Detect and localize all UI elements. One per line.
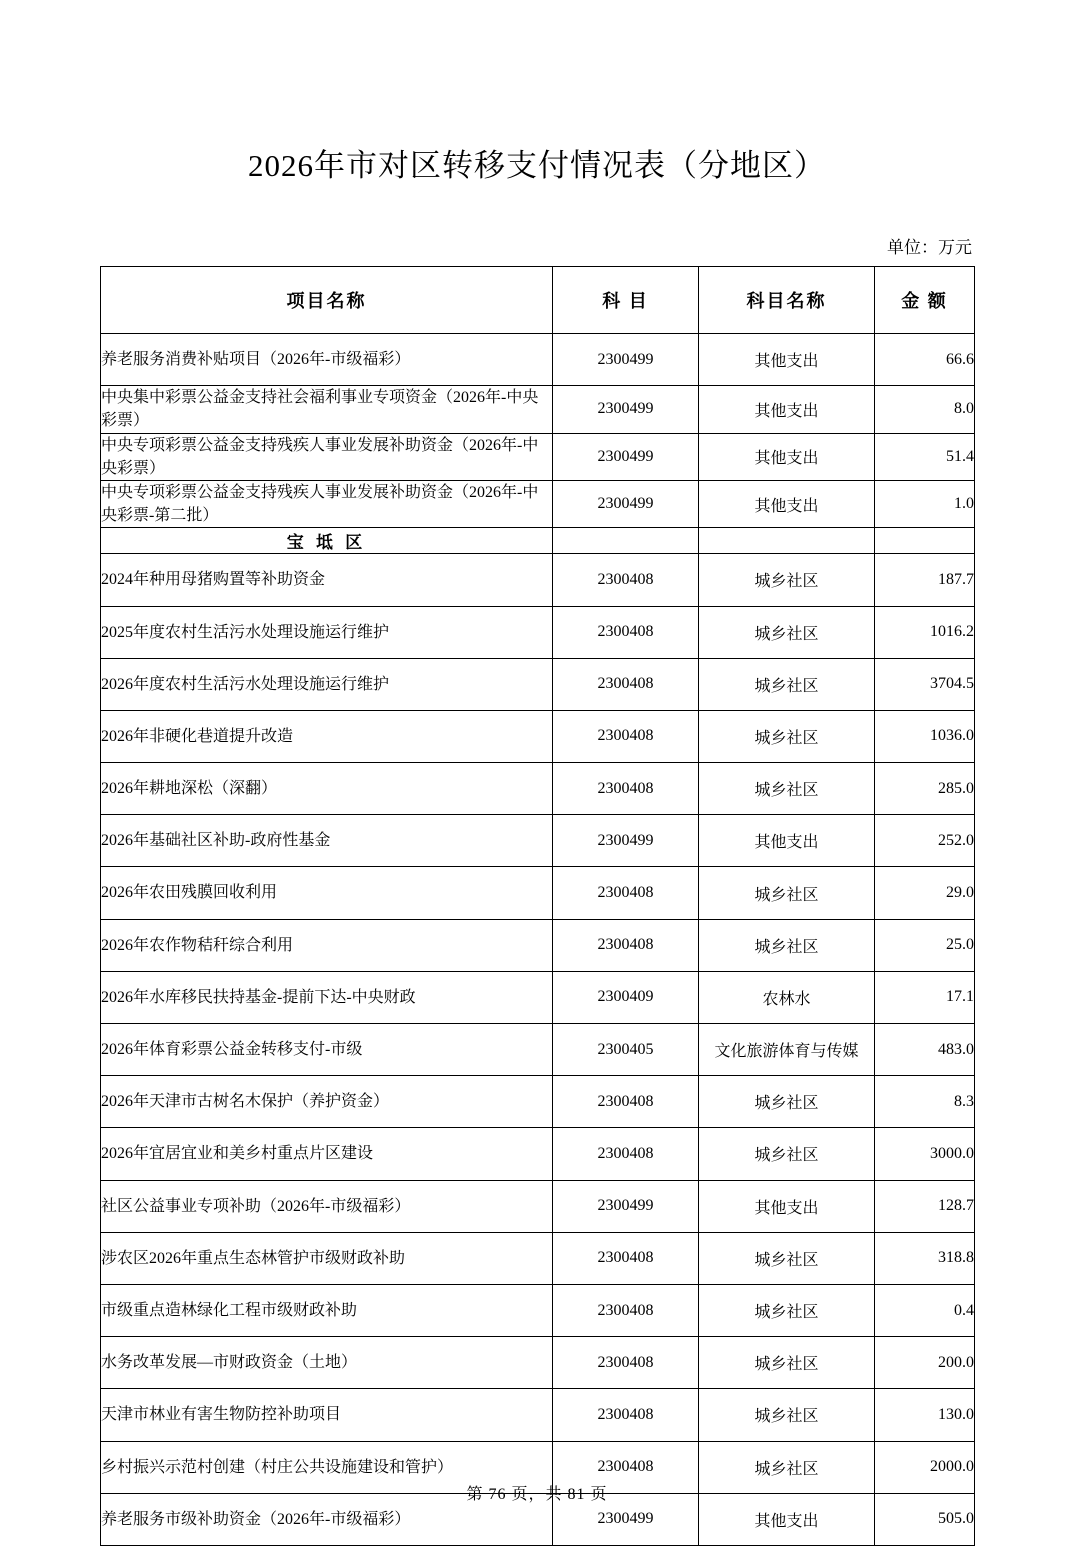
subject-name-cell: 城乡社区 — [699, 1232, 875, 1284]
subject-code-cell: 2300499 — [553, 1180, 699, 1232]
subject-name-cell: 城乡社区 — [699, 1337, 875, 1389]
subject-code-cell: 2300408 — [553, 710, 699, 762]
table-row — [101, 971, 975, 1023]
subject-code-cell: 2300408 — [553, 1076, 699, 1128]
table-row — [101, 658, 975, 710]
subject-code-cell: 2300408 — [553, 1337, 699, 1389]
page-footer: 第 76 页，共 81 页 — [466, 1485, 608, 1503]
section-amount-cell — [875, 528, 975, 554]
amount-cell: 285.0 — [875, 763, 975, 815]
project-name-cell: 养老服务消费补贴项目（2026年-市级福彩） — [101, 334, 553, 386]
project-name-cell: 涉农区2026年重点生态林管护市级财政补助 — [101, 1232, 553, 1284]
amount-cell: 483.0 — [875, 1024, 975, 1076]
subject-name-cell: 城乡社区 — [699, 1389, 875, 1441]
amount-cell: 2000.0 — [875, 1441, 975, 1493]
project-name-cell: 2026年宜居宜业和美乡村重点片区建设 — [101, 1128, 553, 1180]
subject-name-cell: 文化旅游体育与传媒 — [699, 1024, 875, 1076]
amount-cell: 187.7 — [875, 554, 975, 606]
project-name-cell: 2026年度农村生活污水处理设施运行维护 — [101, 658, 553, 710]
column-header-project-name: 项目名称 — [101, 267, 553, 334]
table-row — [101, 554, 975, 606]
table-row — [101, 867, 975, 919]
project-name-cell: 市级重点造林绿化工程市级财政补助 — [101, 1284, 553, 1336]
subject-code-cell: 2300499 — [553, 815, 699, 867]
subject-code-cell: 2300499 — [553, 433, 699, 480]
subject-code-cell: 2300499 — [553, 480, 699, 527]
amount-cell: 318.8 — [875, 1232, 975, 1284]
table-row — [101, 815, 975, 867]
subject-name-cell: 其他支出 — [699, 815, 875, 867]
subject-name-cell: 城乡社区 — [699, 919, 875, 971]
subject-name-cell: 其他支出 — [699, 1180, 875, 1232]
table-body — [101, 334, 975, 1546]
table-row — [101, 386, 975, 433]
subject-name-cell: 城乡社区 — [699, 606, 875, 658]
subject-code-cell: 2300408 — [553, 867, 699, 919]
table-header-row — [101, 267, 975, 334]
subject-name-cell: 其他支出 — [699, 480, 875, 527]
table-section-row — [101, 528, 975, 554]
amount-cell: 1.0 — [875, 480, 975, 527]
subject-code-cell: 2300408 — [553, 554, 699, 606]
subject-name-cell: 其他支出 — [699, 1493, 875, 1545]
subject-name-cell: 其他支出 — [699, 334, 875, 386]
subject-name-cell: 农林水 — [699, 971, 875, 1023]
table-row — [101, 1232, 975, 1284]
column-header-amount: 金 额 — [875, 267, 975, 334]
amount-cell: 0.4 — [875, 1284, 975, 1336]
table-row — [101, 1180, 975, 1232]
table-row — [101, 919, 975, 971]
table-row — [101, 480, 975, 527]
subject-code-cell: 2300408 — [553, 763, 699, 815]
project-name-cell: 2026年非硬化巷道提升改造 — [101, 710, 553, 762]
amount-cell: 130.0 — [875, 1389, 975, 1441]
amount-cell: 66.6 — [875, 334, 975, 386]
subject-name-cell: 城乡社区 — [699, 763, 875, 815]
table-row — [101, 1024, 975, 1076]
table-header — [101, 267, 975, 334]
subject-name-cell: 城乡社区 — [699, 1076, 875, 1128]
subject-name-cell: 城乡社区 — [699, 1441, 875, 1493]
table-row — [101, 1389, 975, 1441]
subject-code-cell: 2300408 — [553, 1284, 699, 1336]
subject-code-cell: 2300408 — [553, 1128, 699, 1180]
amount-cell: 8.3 — [875, 1076, 975, 1128]
project-name-cell: 2026年体育彩票公益金转移支付-市级 — [101, 1024, 553, 1076]
subject-name-cell: 其他支出 — [699, 433, 875, 480]
amount-cell: 1036.0 — [875, 710, 975, 762]
project-name-cell: 社区公益事业专项补助（2026年-市级福彩） — [101, 1180, 553, 1232]
subject-name-cell: 城乡社区 — [699, 658, 875, 710]
subject-code-cell: 2300499 — [553, 334, 699, 386]
project-name-cell: 水务改革发展—市财政资金（土地） — [101, 1337, 553, 1389]
table-row — [101, 1284, 975, 1336]
project-name-cell: 养老服务市级补助资金（2026年-市级福彩） — [101, 1493, 553, 1545]
project-name-cell: 2024年种用母猪购置等补助资金 — [101, 554, 553, 606]
subject-name-cell: 其他支出 — [699, 386, 875, 433]
project-name-cell: 2025年度农村生活污水处理设施运行维护 — [101, 606, 553, 658]
amount-cell: 128.7 — [875, 1180, 975, 1232]
subject-name-cell: 城乡社区 — [699, 1284, 875, 1336]
amount-cell: 3000.0 — [875, 1128, 975, 1180]
amount-cell: 51.4 — [875, 433, 975, 480]
amount-cell: 8.0 — [875, 386, 975, 433]
column-header-code-name: 科目名称 — [699, 267, 875, 334]
transfer-payment-table — [100, 266, 975, 1546]
table-row — [101, 334, 975, 386]
section-code-cell — [553, 528, 699, 554]
amount-cell: 17.1 — [875, 971, 975, 1023]
subject-name-cell: 城乡社区 — [699, 554, 875, 606]
project-name-cell: 中央专项彩票公益金支持残疾人事业发展补助资金（2026年-中央彩票-第二批） — [101, 480, 553, 527]
subject-name-cell: 城乡社区 — [699, 867, 875, 919]
project-name-cell: 中央集中彩票公益金支持社会福利事业专项资金（2026年-中央彩票） — [101, 386, 553, 433]
amount-cell: 505.0 — [875, 1493, 975, 1545]
table-row — [101, 606, 975, 658]
table-row — [101, 710, 975, 762]
subject-code-cell: 2300408 — [553, 658, 699, 710]
amount-cell: 29.0 — [875, 867, 975, 919]
table-row — [101, 763, 975, 815]
subject-code-cell: 2300409 — [553, 971, 699, 1023]
table-row — [101, 1337, 975, 1389]
amount-cell: 1016.2 — [875, 606, 975, 658]
subject-code-cell: 2300408 — [553, 1232, 699, 1284]
table-row — [101, 1128, 975, 1180]
subject-code-cell: 2300405 — [553, 1024, 699, 1076]
subject-code-cell: 2300499 — [553, 1493, 699, 1545]
amount-cell: 252.0 — [875, 815, 975, 867]
amount-cell: 3704.5 — [875, 658, 975, 710]
project-name-cell: 天津市林业有害生物防控补助项目 — [101, 1389, 553, 1441]
subject-code-cell: 2300408 — [553, 1441, 699, 1493]
subject-name-cell: 城乡社区 — [699, 710, 875, 762]
table-row — [101, 1076, 975, 1128]
page-title: 2026年市对区转移支付情况表（分地区） — [248, 148, 826, 183]
unit-label: 单位：万元 — [887, 238, 972, 257]
project-name-cell: 乡村振兴示范村创建（村庄公共设施建设和管护） — [101, 1441, 553, 1493]
subject-name-cell: 城乡社区 — [699, 1128, 875, 1180]
subject-code-cell: 2300408 — [553, 1389, 699, 1441]
amount-cell: 200.0 — [875, 1337, 975, 1389]
project-name-cell: 中央专项彩票公益金支持残疾人事业发展补助资金（2026年-中央彩票） — [101, 433, 553, 480]
project-name-cell: 2026年农作物秸秆综合利用 — [101, 919, 553, 971]
section-label: 宝 坻 区 — [101, 528, 553, 554]
subject-code-cell: 2300408 — [553, 606, 699, 658]
project-name-cell: 2026年基础社区补助-政府性基金 — [101, 815, 553, 867]
project-name-cell: 2026年水库移民扶持基金-提前下达-中央财政 — [101, 971, 553, 1023]
section-code-name-cell — [699, 528, 875, 554]
project-name-cell: 2026年天津市古树名木保护（养护资金） — [101, 1076, 553, 1128]
table-row — [101, 433, 975, 480]
amount-cell: 25.0 — [875, 919, 975, 971]
subject-code-cell: 2300499 — [553, 386, 699, 433]
subject-code-cell: 2300408 — [553, 919, 699, 971]
project-name-cell: 2026年农田残膜回收利用 — [101, 867, 553, 919]
project-name-cell: 2026年耕地深松（深翻） — [101, 763, 553, 815]
column-header-code: 科 目 — [553, 267, 699, 334]
